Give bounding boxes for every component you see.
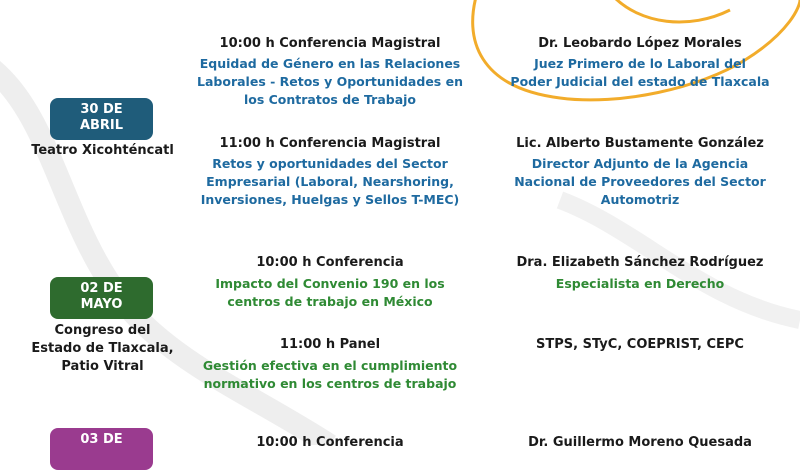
venue-congreso — [10, 322, 195, 376]
speaker-name: Dr. Leobardo López Morales — [538, 36, 742, 51]
date-badge-02-mayo — [50, 277, 153, 319]
speaker-name: Dr. Guillermo Moreno Quesada — [528, 435, 752, 450]
speaker-role: Especialista en Derecho — [555, 276, 725, 291]
event-time-title: 10:00 h Conferencia Magistral — [219, 36, 441, 51]
desc-line: Empresarial (Laboral, Nearshoring, — [206, 174, 454, 189]
event-time-title: 11:00 h Conferencia Magistral — [219, 136, 441, 151]
event-description — [180, 155, 480, 209]
role-line: Poder Judicial del estado de Tlaxcala — [510, 74, 770, 89]
orange-accent-curve-small — [612, 0, 730, 22]
event-description — [180, 275, 480, 311]
desc-line: Impacto del Convenio 190 en los — [215, 276, 445, 291]
desc-line: Gestión efectiva en el cumplimiento — [202, 358, 458, 373]
event-time-title: 11:00 h Panel — [279, 337, 381, 352]
desc-line: Laborales - Retos y Oportunidades en — [197, 74, 463, 89]
speaker-name: STPS, STyC, COEPRIST, CEPC — [536, 337, 744, 352]
desc-line: Inversiones, Huelgas y Sellos T-MEC) — [200, 192, 460, 207]
desc-line: centros de trabajo en México — [227, 294, 433, 309]
speaker-name: Dra. Elizabeth Sánchez Rodríguez — [516, 255, 764, 270]
speaker-name: Lic. Alberto Bustamente González — [516, 136, 764, 151]
date-badge-line2: ABRIL — [79, 118, 124, 133]
date-badge-line1: 02 DE — [80, 281, 123, 296]
date-badge-line1: 03 DE — [80, 432, 123, 447]
venue-line: Estado de Tlaxcala, — [31, 341, 174, 356]
event-description — [180, 357, 480, 393]
desc-line: Equidad de Género en las Relaciones — [199, 56, 461, 71]
desc-line: Retos y oportunidades del Sector — [212, 156, 448, 171]
date-badge-line2: MAYO — [80, 297, 123, 312]
venue-teatro: Teatro Xicohténcatl — [31, 143, 174, 158]
venue-line: Patio Vitral — [61, 359, 144, 374]
desc-line: normativo en los centros de trabajo — [203, 376, 457, 391]
role-line: Juez Primero de lo Laboral del — [534, 56, 746, 71]
role-line: Director Adjunto de la Agencia — [531, 156, 749, 171]
event-time-title: 10:00 h Conferencia — [256, 255, 404, 270]
venue-line: Congreso del — [54, 323, 151, 338]
event-time-title: 10:00 h Conferencia — [256, 435, 404, 450]
desc-line: los Contratos de Trabajo — [243, 92, 417, 107]
speaker-role — [495, 55, 785, 91]
speaker-role — [495, 155, 785, 209]
role-line: Nacional de Proveedores del Sector — [514, 174, 766, 189]
role-line: Automotriz — [600, 192, 680, 207]
event-description — [180, 55, 480, 109]
date-badge-03 — [50, 428, 153, 470]
date-badge-30-abril — [50, 98, 153, 140]
date-badge-line1: 30 DE — [80, 102, 123, 117]
